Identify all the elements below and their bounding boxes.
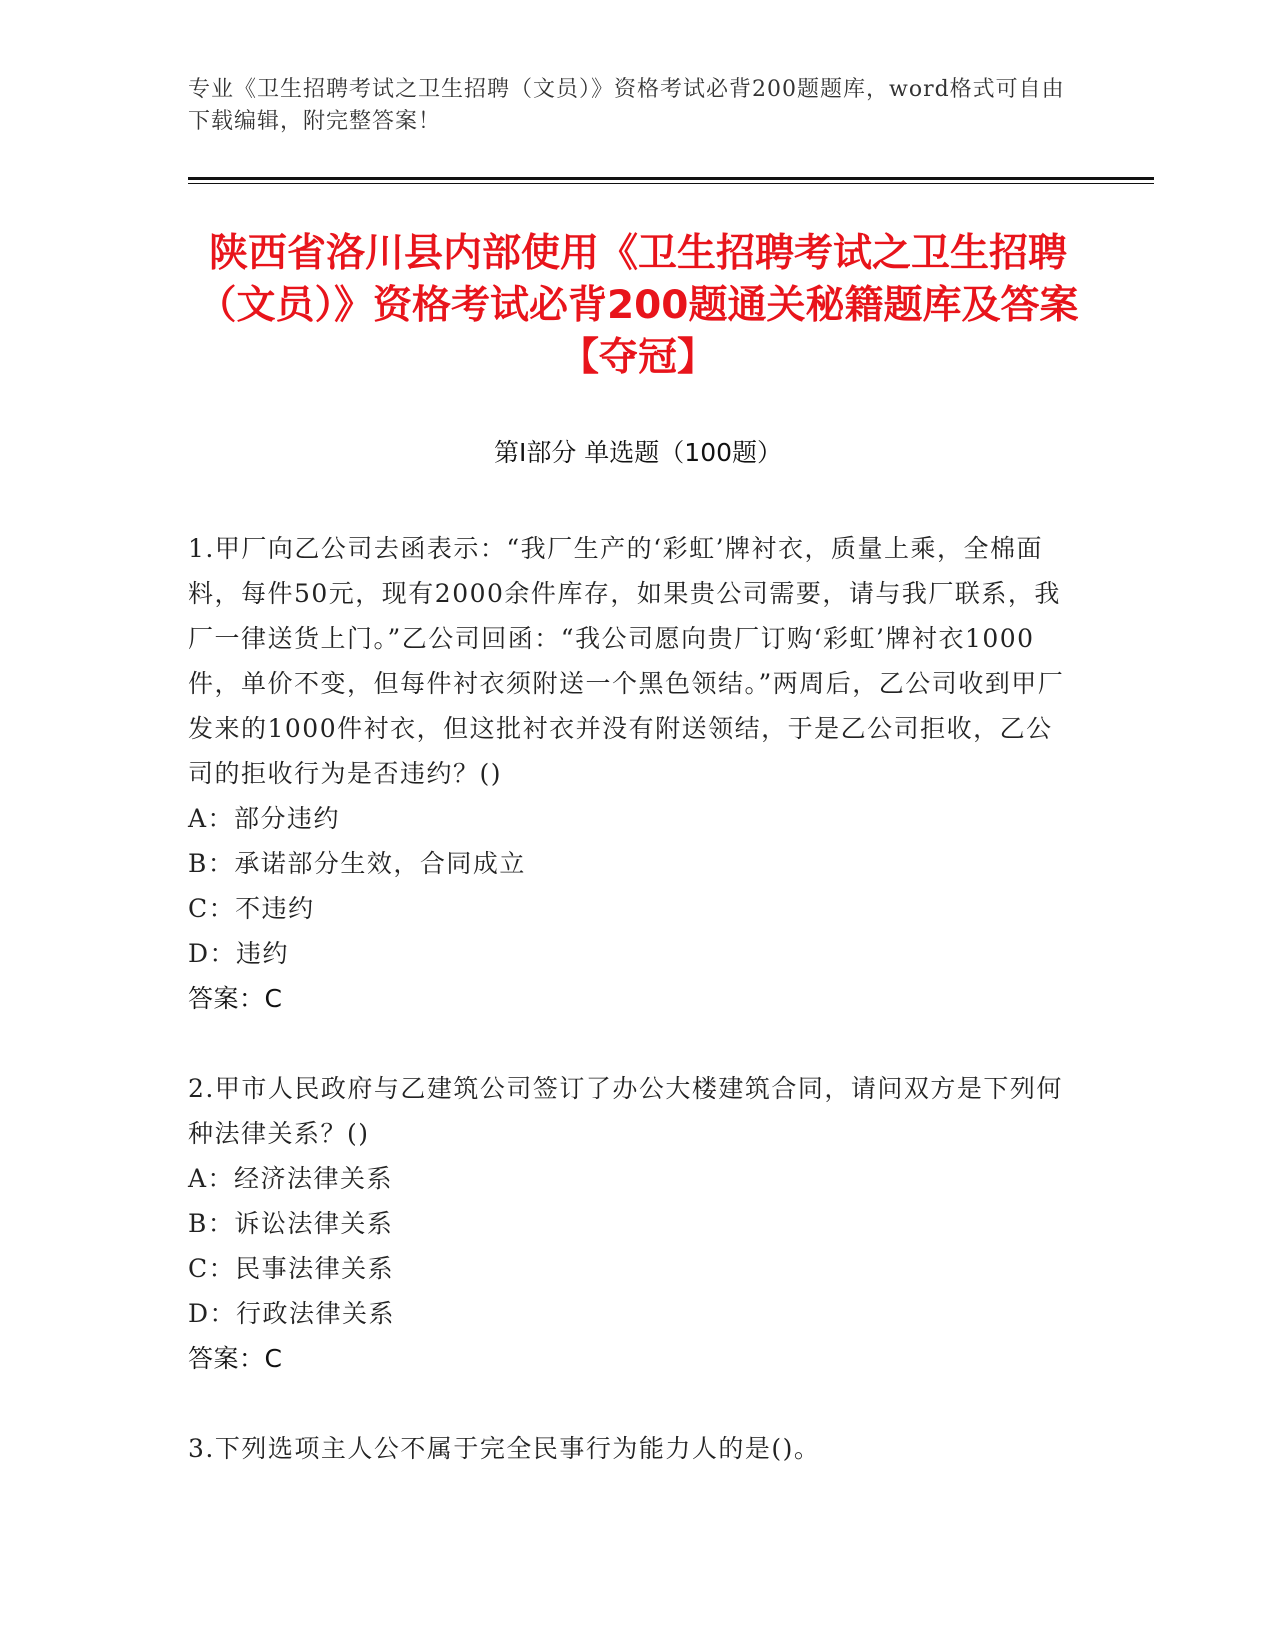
option-a: A：部分违约 <box>188 804 341 833</box>
option-c: C：民事法律关系 <box>188 1254 395 1283</box>
question-text: 3.下列选项主人公不属于完全民事行为能力人的是()。 <box>188 1434 821 1463</box>
option-b: B：诉讼法律关系 <box>188 1209 394 1238</box>
answer: 答案：C <box>188 1344 283 1373</box>
option-b: B：承诺部分生效，合同成立 <box>188 849 526 878</box>
option-d: D：行政法律关系 <box>188 1299 396 1328</box>
option-a: A：经济法律关系 <box>188 1164 394 1193</box>
question-3 <box>188 1426 1078 1471</box>
question-text: 2.甲市人民政府与乙建筑公司签订了办公大楼建筑合同，请问双方是下列何种法律关系？() <box>188 1074 1063 1148</box>
question-list <box>188 526 1078 1471</box>
section-title: 第I部分 单选题（100题） <box>493 438 783 467</box>
header-rule-thick <box>188 177 1154 180</box>
question-spacer <box>188 1021 1078 1066</box>
option-c: C：不违约 <box>188 894 315 923</box>
question-2 <box>188 1066 1078 1381</box>
question-text: 1.甲厂向乙公司去函表示：“我厂生产的‘彩虹’牌衬衣，质量上乘，全棉面料，每件50元，现有2000余件库存，如果贵公司需要，请与我厂联系，我厂一律送货上门。”乙公司回函：“我公司愿向贵厂订购‘彩虹’牌衬衣1000件，单价不变，但每件衬衣须附送一个黑色领结。”两周后，乙公司收到甲厂发来的1000件衬衣，但这批衬衣并没有附送领结，于是乙公司拒收，乙公司的拒收行为是否违约？() <box>188 534 1065 788</box>
option-d: D：违约 <box>188 939 290 968</box>
question-1 <box>188 526 1078 1021</box>
header-note: 专业《卫生招聘考试之卫生招聘（文员）》资格考试必背200题题库，word格式可自由下载编辑，附完整答案！ <box>188 77 1065 134</box>
document-title: 陕西省洛川县内部使用《卫生招聘考试之卫生招聘（文员）》资格考试必背200题通关秘籍题库及答案【夺冠】 <box>197 231 1079 380</box>
question-spacer <box>188 1381 1078 1426</box>
answer: 答案：C <box>188 984 283 1013</box>
header-rule-thin <box>188 183 1154 184</box>
